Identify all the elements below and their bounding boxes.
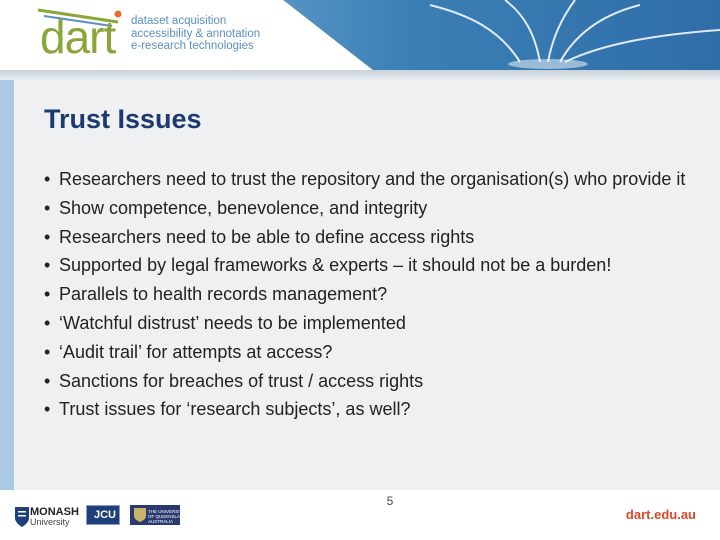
bullet-dot: • [44, 197, 51, 218]
bullet-text: Researchers need to be able to define access rights [59, 226, 475, 247]
bullet-dot: • [44, 255, 51, 276]
logo-tagline [131, 15, 260, 53]
bullet-dot: • [44, 370, 51, 391]
bullet-list [44, 168, 694, 427]
bullet-item [44, 254, 694, 277]
uq-text-line: AUSTRALIA [148, 519, 174, 524]
tagline-line: accessibility & annotation [131, 27, 261, 40]
uq-text-line: OF QUEENSLAND [148, 514, 187, 519]
bullet-dot: • [44, 399, 51, 420]
left-accent-bar [0, 80, 14, 490]
bullet-dot: • [44, 312, 51, 333]
bullet-text: ‘Watchful distrust’ needs to be implemented [59, 312, 406, 333]
bullet-item [44, 168, 694, 191]
dart-logo: dart [40, 11, 116, 63]
bullet-dot: • [44, 341, 51, 362]
bullet-dot: • [44, 226, 51, 247]
tagline-line: e-research technologies [131, 40, 254, 52]
bullet-text: Trust issues for ‘research subjects’, as well? [59, 399, 411, 420]
bullet-text: Researchers need to trust the repository and the organisation(s) who provide it [59, 169, 686, 189]
uq-logo-text [148, 509, 187, 524]
slide-title: Trust Issues [44, 104, 202, 134]
page-number: 5 [386, 494, 394, 508]
bullet-item [44, 197, 694, 220]
bullet-item [44, 283, 694, 306]
bullet-text: Sanctions for breaches of trust / access rights [59, 370, 424, 391]
bullet-text: Parallels to health records management? [59, 284, 388, 305]
tagline-line: dataset acquisition [131, 15, 227, 27]
bullet-item [44, 226, 694, 249]
bullet-text: Supported by legal frameworks & experts – it should not be a burden! [59, 255, 612, 276]
uq-crest-icon [133, 507, 147, 523]
uq-logo [130, 505, 187, 525]
monash-shield-icon [14, 506, 30, 528]
uq-text-line: THE UNIVERSITY [148, 509, 186, 514]
bullet-dot: • [44, 169, 51, 189]
monash-logo-sub: University [30, 517, 70, 527]
bullet-item [44, 370, 694, 393]
bullet-text: Show competence, benevolence, and integrity [59, 197, 428, 218]
bullet-item [44, 312, 694, 335]
monash-logo-name: MONASH [30, 506, 79, 518]
header-banner [0, 0, 720, 70]
jcu-logo: JCU [86, 505, 120, 525]
bullet-dot: • [44, 284, 51, 305]
bullet-item [44, 398, 694, 421]
site-url[interactable]: dart.edu.au [625, 507, 696, 522]
bullet-text: ‘Audit trail’ for attempts at access? [59, 341, 333, 362]
bullet-item [44, 341, 694, 364]
header-stripe [0, 70, 720, 80]
